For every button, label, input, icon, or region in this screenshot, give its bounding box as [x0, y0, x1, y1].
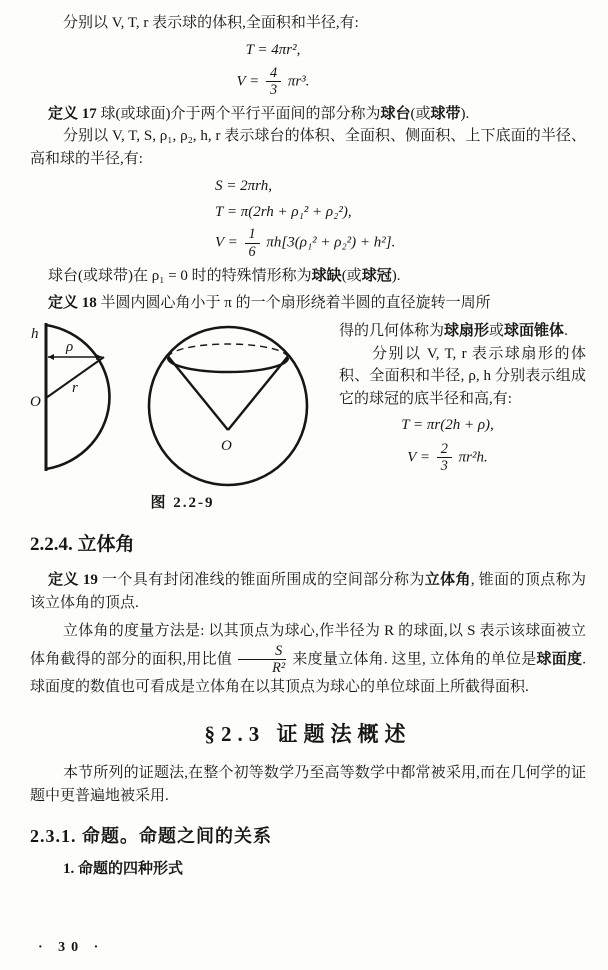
sector-paragraph-2: 分别以 V, T, r 表示球扇形的体积、全面积和半径, ρ, h 分别表示组成它的球冠的底半径和高,有:: [339, 345, 586, 407]
fraction: $\frac{S}{\text{R²}}$: [235, 643, 289, 677]
figure-caption: 图 2.2-9: [150, 495, 215, 511]
section-23-heading: §2.3 证题法概述: [204, 721, 412, 746]
definition-17-label: 定义 17: [48, 105, 97, 122]
page-number: · 30 ·: [38, 940, 105, 955]
intro-paragraph: 分别以 V, T, r 表示球的体积,全面积和半径,有:: [63, 15, 359, 31]
hemisphere-sector-figure: [30, 320, 138, 475]
section-23-paragraph: 本节所列的证题法,在整个初等数学乃至高等数学中都常被采用,而在几何学的证题中更普遍地被采用.: [30, 765, 586, 804]
solid-angle-measure-paragraph: 立体角的度量方法是: 以其顶点为球心,作半径为 R 的球面,以 S 表示该球面被立体角截得的部分的面积,用比值 $\frac{S}{\text{R²}}$ 来度量立体角. 这里, 立体角的单位是球面度. 球面度的数值也可看成是立体角在以其顶点为球心的单位球面上所截得面积.: [30, 623, 586, 696]
formula-sector-volume: V = $\frac{2}{3}$ πr²h.: [407, 440, 488, 474]
sector-text-column: [335, 320, 586, 515]
formula-zone-lateral: S = 2πrh,: [215, 178, 272, 195]
formula-sector-area: T = πr(2h + ρ),: [401, 417, 494, 433]
sphere-cone-figure: [138, 320, 318, 488]
formula-sphere-volume: V = $\frac{4}{3}$ πr³.: [236, 65, 310, 99]
figure-2-2-9: [30, 320, 335, 515]
formula-zone-total: T = π(2rh + ρ₁² + ρ₂²),: [215, 203, 352, 220]
definition-18-label: 定义 18: [48, 294, 97, 311]
fraction: $\frac{4}{3}$: [266, 65, 281, 99]
zone-paragraph: 分别以 V, T, S, ρ₁, ρ₂, h, r 表示球台的体积、全面积、侧面积、上下底面的半径、高和球的半径,有:: [30, 128, 586, 167]
formula-zone-volume: V = $\frac{1}{6}$ πh[3(ρ₁² + ρ₂²) + h²].: [215, 226, 396, 260]
label-r: r: [72, 380, 78, 396]
item-four-forms: 1. 命题的四种形式: [63, 861, 184, 878]
definition-19-label: 定义 19: [48, 572, 98, 588]
figure-2-2-9-row: [30, 320, 586, 515]
label-o-right: O: [221, 438, 232, 454]
formula-sphere-area: T = 4πr²,: [245, 41, 301, 58]
fraction: $\frac{1}{6}$: [245, 226, 260, 260]
section-231-heading: 2.3.1. 命题。命题之间的关系: [30, 826, 272, 847]
label-rho: ρ: [66, 339, 74, 355]
zone-formulas: [215, 175, 586, 260]
definition-18: 定义 18 半圆内圆心角小于 π 的一个扇形绕着半圆的直径旋转一周所: [48, 294, 491, 311]
section-224-heading: 2.2.4. 立体角: [30, 533, 135, 555]
sector-paragraph-1: 得的几何体称为球扇形或球面锥体.: [339, 323, 568, 339]
label-o-left: O: [30, 394, 41, 410]
cap-note: 球台(或球带)在 ρ₁ = 0 时的特殊情形称为球缺(或球冠).: [48, 268, 401, 284]
fraction: $\frac{2}{3}$: [437, 441, 452, 475]
label-h: h: [31, 326, 39, 342]
definition-17: 定义 17 球(或球面)介于两个平行平面间的部分称为球台(或球带).: [48, 105, 470, 122]
definition-19: 定义 19 一个具有封闭准线的锥面所围成的空间部分称为立体角, 锥面的顶点称为该立体角的顶点.: [30, 572, 586, 611]
